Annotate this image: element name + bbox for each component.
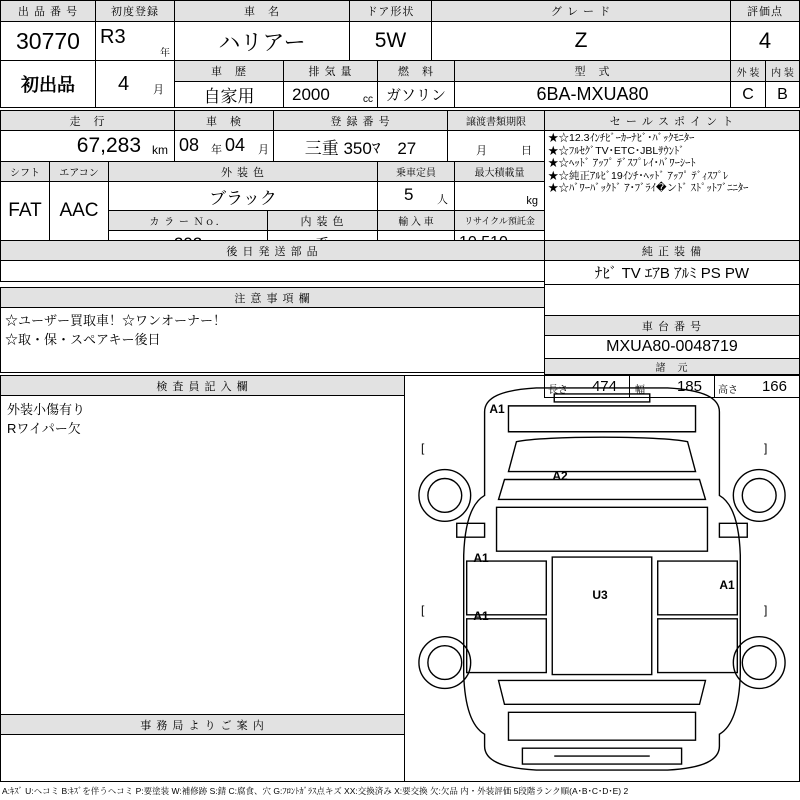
inspection-year-unit: 年	[211, 144, 222, 156]
chassis-no-label: 車 台 番 号	[544, 315, 800, 336]
caution-line-2: ☆取・保・スペアキー後日	[5, 332, 161, 347]
width-label: 幅	[635, 385, 645, 396]
registration-no-value: 三重 350ﾏ 27	[273, 130, 448, 162]
seats-unit: 人	[437, 194, 448, 206]
damage-label-A2-hood: A2	[552, 469, 568, 483]
damage-label-A1-left-front-door: A1	[473, 551, 489, 565]
caution-label: 注 意 事 項 欄	[0, 287, 545, 308]
recycle-deposit-label: リサイクル預託金	[454, 210, 545, 231]
interior-color-label: 内 装 色	[267, 210, 378, 231]
chassis-no-value: MXUA80-0048719	[544, 335, 800, 359]
interior-grade-value: B	[765, 81, 800, 108]
exhibit-no-value: 30770	[0, 21, 96, 61]
exterior-color-value: ブラック	[108, 181, 378, 211]
genuine-equipment-value: ﾅﾋﾞ TV ｴｱB ｱﾙﾐ PS PW	[544, 260, 800, 285]
mileage-label: 走 行	[0, 110, 175, 131]
seats-label: 乗車定員	[377, 161, 455, 182]
caution-notes	[0, 307, 545, 373]
bracket-left-upper: [	[421, 441, 425, 455]
color-no-label: カ ラ ー Ｎｏ．	[108, 210, 268, 231]
car-name-value: ハリアー	[174, 21, 350, 61]
fuel-label: 燃 料	[377, 60, 455, 82]
inspection-month: 04	[225, 135, 246, 155]
inspection-month-unit: 月	[258, 144, 269, 156]
later-shipped-parts-label: 後 日 発 送 部 品	[0, 240, 545, 261]
legend-text: A:ｷｽﾞ U:ヘコミ B:ｷｽﾞを伴うヘコミ P:要塗装 W:補修跡 S:錆 C:腐食、穴 G:ﾌﾛﾝﾄｶﾞﾗｽ点キズ XX:交換済み X:要交換 欠:欠品 内・外装評価 5段階ランク順(A･B･C･D･E) 2	[2, 786, 629, 796]
max-load-label: 最大積載量	[454, 161, 545, 182]
width-value: 185	[676, 378, 702, 395]
registration-no-label: 登 録 番 号	[273, 110, 448, 131]
fuel-value: ガソリン	[377, 81, 455, 108]
sales-point-item: ★☆ﾌﾙｾｸﾞTV･ETC･JBLｻｳﾝﾄﾞ	[548, 144, 685, 157]
inspector-memo-body	[0, 395, 405, 715]
first-registration-month: 4	[118, 73, 130, 95]
transfer-day-unit: 日	[521, 145, 532, 157]
seats-value: 5	[404, 185, 414, 204]
exterior-grade-value: C	[730, 81, 766, 108]
inspection-value-cell	[174, 130, 274, 162]
exterior-color-label: 外 装 色	[108, 161, 378, 182]
mileage-value: 67,283	[76, 134, 141, 157]
aircon-label: エアコン	[49, 161, 109, 182]
inspector-memo-label: 検 査 員 記 入 欄	[0, 375, 405, 396]
genuine-equipment-label: 純 正 装 備	[544, 240, 800, 261]
first-registration-month-unit: 月	[153, 84, 164, 96]
aircon-value: AAC	[49, 181, 109, 241]
grade-label: グ レ ー ド	[431, 0, 731, 22]
bracket-left-lower: [	[421, 603, 425, 617]
damage-label-A1-front-left: A1	[489, 402, 505, 416]
sales-point-list	[544, 130, 800, 241]
inspection-year: 08	[179, 135, 200, 155]
transfer-month-unit: 月	[476, 145, 487, 157]
height-value: 166	[761, 378, 787, 395]
bracket-right-lower: ]	[764, 603, 768, 617]
mileage-value-cell	[0, 130, 175, 162]
seats-value-cell	[377, 181, 455, 211]
inspection-label: 車 検	[174, 110, 274, 131]
first-registration-label: 初度登録	[95, 0, 175, 22]
later-shipped-parts-value	[0, 260, 545, 282]
bracket-right-upper: ]	[764, 441, 768, 455]
first-registration-value-cell	[95, 21, 175, 61]
model-code-label: 型 式	[454, 60, 731, 82]
chassis-spacer	[544, 284, 800, 316]
caution-line-1: ☆ユーザー買取車！☆ワンオーナー！	[5, 313, 227, 328]
inspector-memo-line-2: Rワイパー欠	[7, 421, 81, 436]
history-value: 自家用	[174, 81, 284, 108]
displacement-value-cell	[283, 81, 378, 108]
office-notice-label: 事 務 局 よ り ご 案 内	[0, 714, 405, 735]
displacement-label: 排 気 量	[283, 60, 378, 82]
import-label: 輸 入 車	[377, 210, 455, 231]
length-value: 474	[591, 378, 617, 395]
shift-label: シフト	[0, 161, 50, 182]
transfer-deadline-label: 譲渡書類期限	[447, 110, 545, 131]
transfer-deadline-value-cell	[447, 130, 545, 162]
exhibit-no-label: 出 品 番 号	[0, 0, 96, 22]
damage-label-U3-roof: U3	[592, 588, 608, 602]
sales-point-item: ★☆ﾊﾞﾜｰﾊﾞｯｸﾄﾞ ｱ･ﾌﾞﾗｲ�ンﾄﾞ ｽﾄﾟｯﾄﾌﾞﾆﾆﾀｰ	[548, 182, 749, 195]
shift-value: FAT	[0, 181, 50, 241]
score-value: 4	[730, 21, 800, 61]
damage-label-A1-right-rear-door: A1	[719, 578, 735, 592]
sales-point-item: ★☆ﾍｯﾄﾞ ｱｯﾌﾟ ﾃﾞｽﾌﾟﾚｲ･ﾊﾞﾜｰｼｰﾄ	[548, 157, 696, 170]
model-code-value: 6BA-MXUA80	[454, 81, 731, 108]
grade-value: Z	[431, 21, 731, 61]
office-notice-body	[0, 734, 405, 782]
vehicle-damage-diagram	[404, 375, 800, 782]
damage-label-A1-left-rear-door: A1	[473, 609, 489, 623]
first-registration-value: R3	[100, 26, 126, 48]
displacement-unit: cc	[363, 94, 373, 105]
score-label: 評価点	[730, 0, 800, 22]
max-load-value-cell	[454, 181, 545, 211]
mileage-unit: km	[152, 143, 168, 157]
first-registration-year-unit: 年	[160, 48, 170, 59]
sales-point-item: ★☆12.3ｲﾝﾁﾋﾞｰｶｰﾅﾋﾞ･ﾊﾞｯｸﾓﾆﾀｰ	[548, 132, 695, 144]
max-load-unit: kg	[526, 195, 538, 207]
door-shape-value: 5W	[349, 21, 432, 61]
length-label: 長さ	[548, 385, 568, 396]
door-shape-label: ドア形状	[349, 0, 432, 22]
sales-point-label: セ ー ル ス ポ イ ン ト	[544, 110, 800, 131]
displacement-value: 2000	[292, 85, 330, 104]
first-registration-month-cell	[95, 60, 175, 108]
history-label: 車 歴	[174, 60, 284, 82]
interior-grade-label: 内 装	[765, 60, 800, 82]
height-label: 高さ	[718, 385, 738, 396]
dimensions-label: 諸 元	[544, 358, 800, 375]
exterior-grade-label: 外 装	[730, 60, 766, 82]
sales-point-item: ★☆純正ｱﾙﾋﾞ19ｲﾝﾁ･ﾍｯﾄﾞ ｱｯﾌﾟ ﾃﾞｨｽﾌﾟﾚ	[548, 169, 729, 182]
car-name-label: 車 名	[174, 0, 350, 22]
first-exhibit-badge: 初出品	[0, 60, 96, 108]
inspector-memo-line-1: 外装小傷有り	[7, 402, 86, 417]
